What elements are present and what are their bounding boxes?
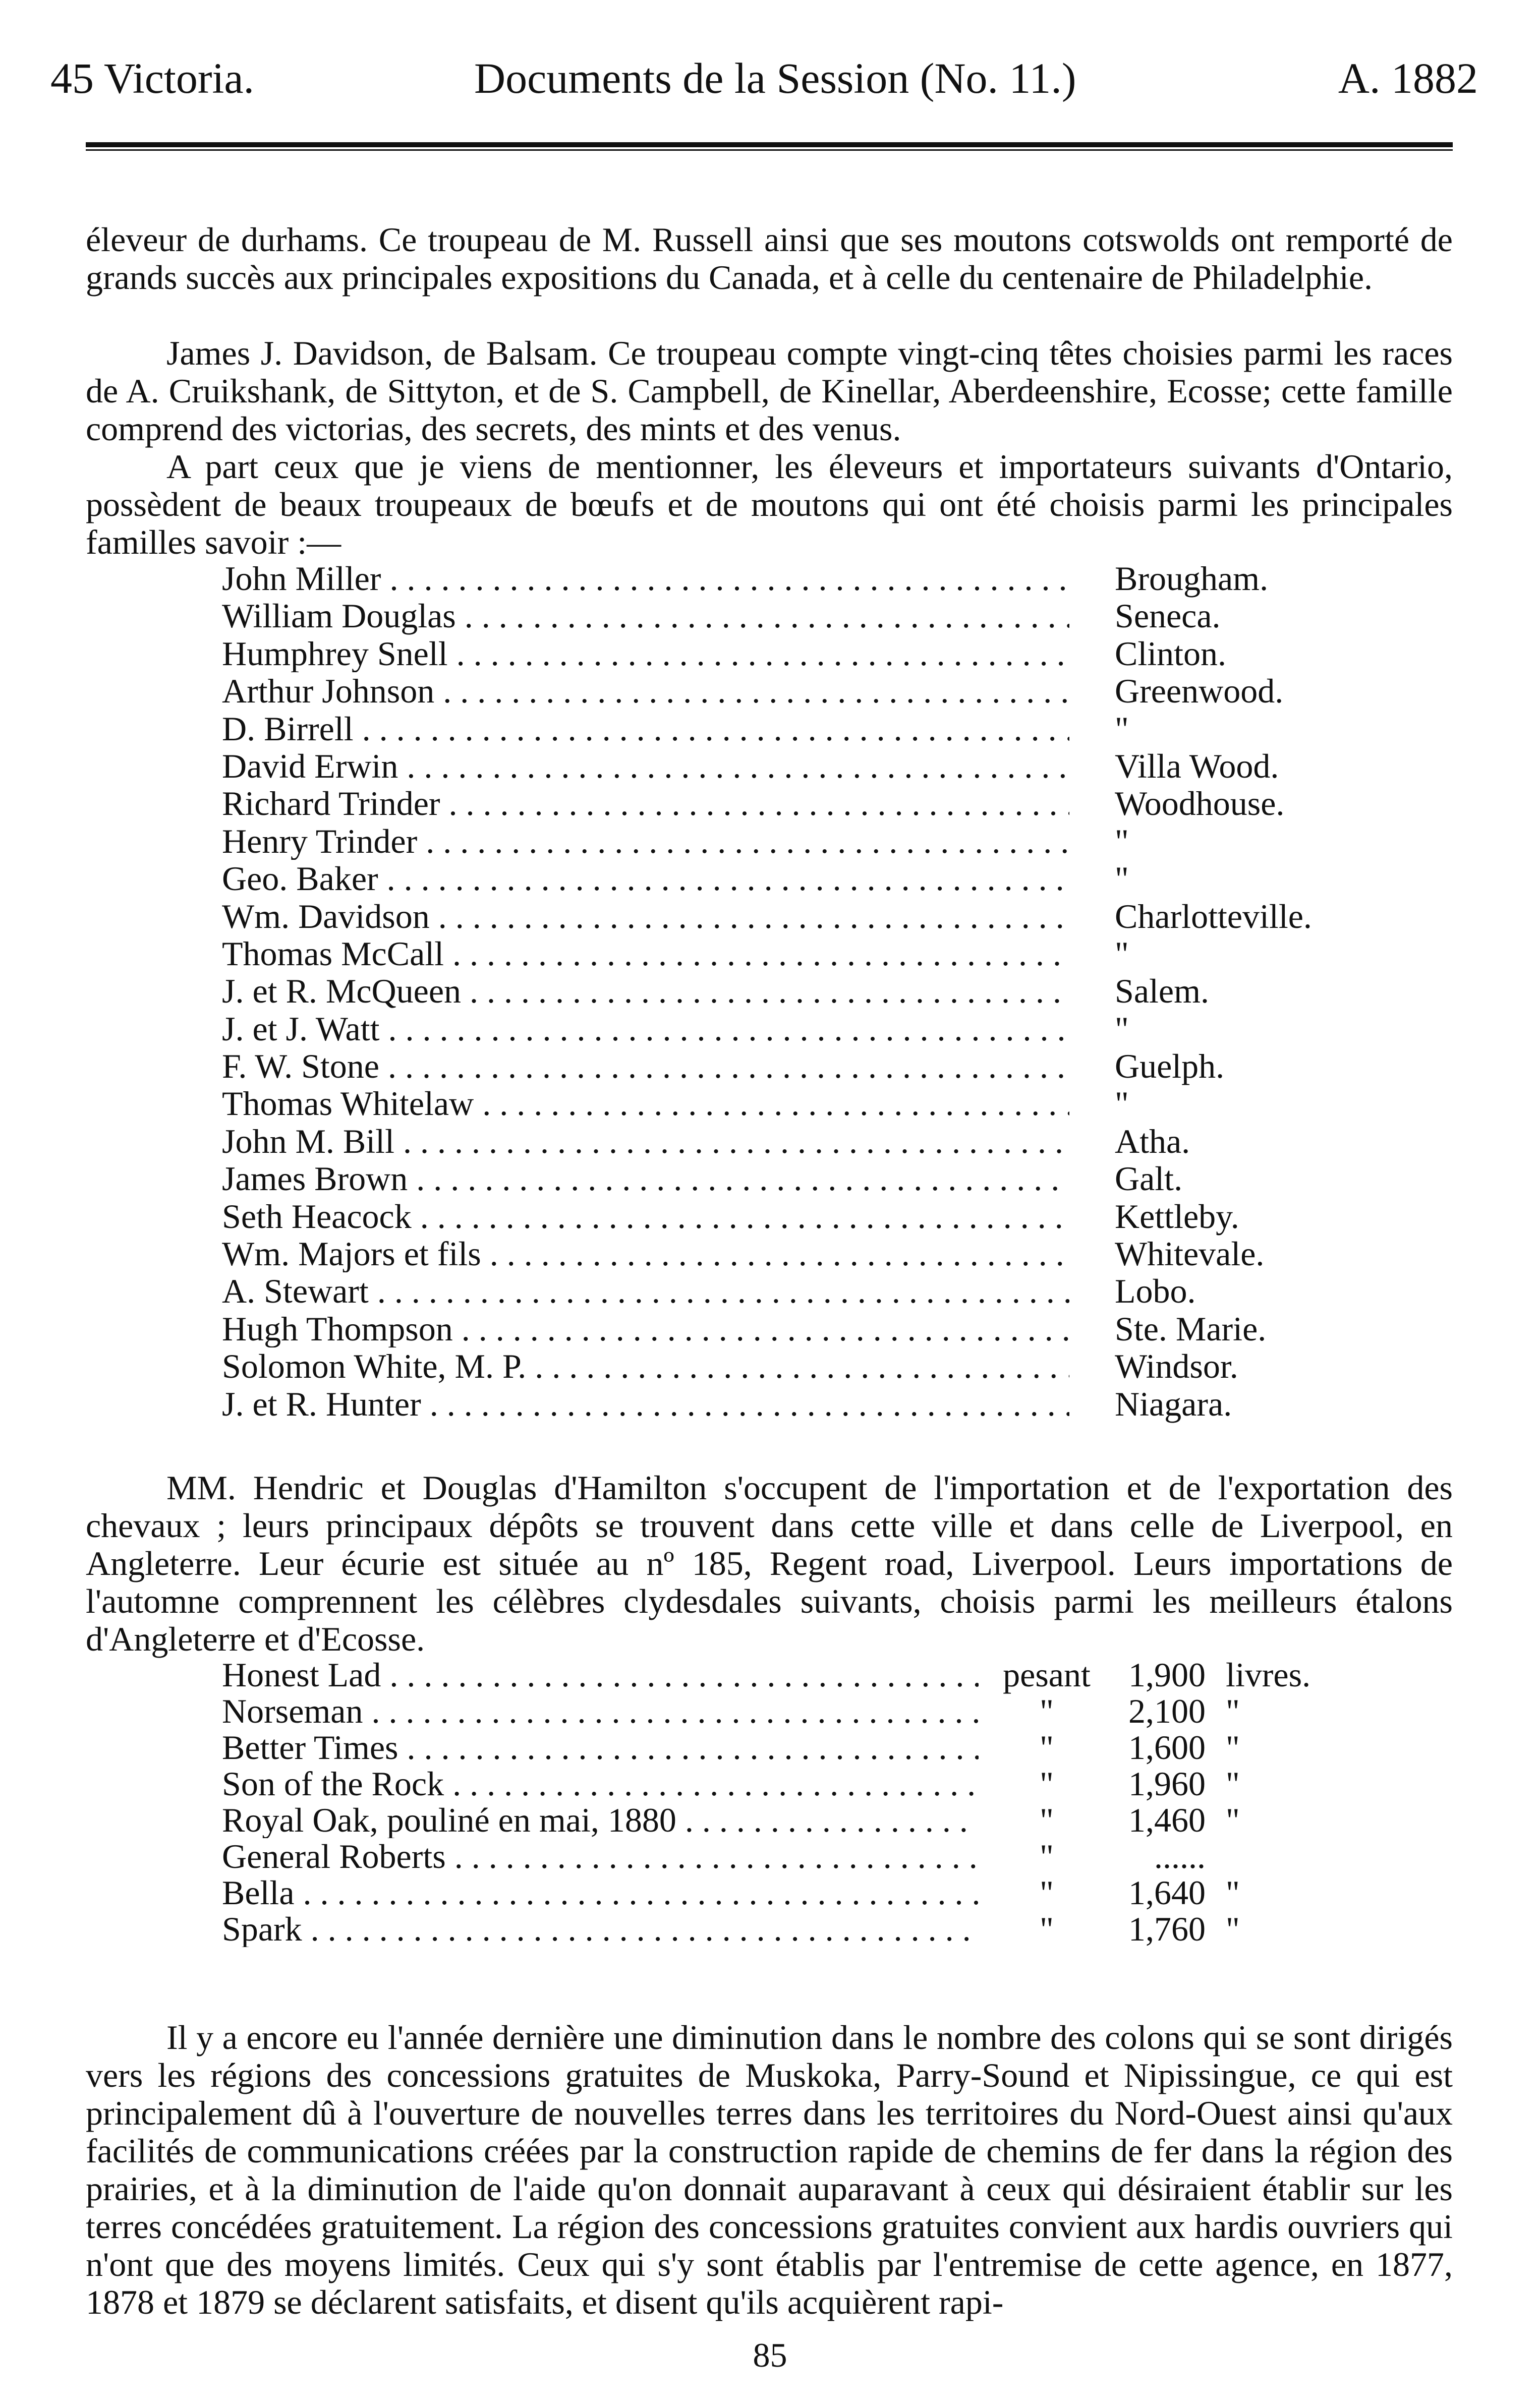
breeder-place: Lobo.: [1115, 1272, 1196, 1311]
horse-row: [222, 1802, 1382, 1838]
horse-weight: ......: [1154, 1837, 1206, 1875]
breeder-row: [222, 635, 1357, 672]
horse-name: Son of the Rock . . .: [222, 1766, 979, 1802]
horse-weighing: pesant: [1003, 1656, 1091, 1694]
breeder-place: Greenwood.: [1115, 672, 1284, 711]
paragraph-free-grants: Il y a encore eu l'année dernière une diminution dans le nombre des colons qui se sont dirigés vers les régions des concessions gratuites de Muskoka, Parry-Sound et Nipissingue, ce qui est principalement dû à l'ouverture de nouvelles terres dans les territoires du Nord-Ouest ainsi qu'aux facilités de communications créées par la construction rapide de chemins de fer dans la région des prairies, et à la diminution de l'aide qu'on donnait auparavant à ceux qui désiraient établir sur les terres concédées gratuitement. La région des concessions gratuites convient aux hardis ouvriers qui n'ont que des moyens limités. Ceux qui s'y sont établis par l'entremise de cette agence, en 1877, 1878 et 1879 se déclarent satisfaits, et disent qu'ils acquièrent rapi-: [86, 2018, 1453, 2321]
breeder-place: Brougham.: [1115, 559, 1269, 598]
horse-row: [222, 1693, 1382, 1729]
breeder-row: [222, 1385, 1357, 1423]
breeder-place: Woodhouse.: [1115, 784, 1285, 823]
breeder-place: Salem.: [1115, 972, 1209, 1011]
breeder-row: [222, 560, 1357, 597]
breeder-place: Windsor.: [1115, 1347, 1238, 1386]
breeder-row: [222, 747, 1357, 785]
horse-name: Norseman . . .: [222, 1693, 979, 1729]
horse-weighing: ": [1040, 1801, 1054, 1839]
breeder-row: [222, 1235, 1357, 1272]
horse-weight: 1,640: [1128, 1873, 1206, 1912]
breeder-row: [222, 972, 1357, 1010]
breeder-name: John M. Bill . . .: [222, 1123, 1069, 1160]
breeder-row: [222, 785, 1357, 822]
breeder-row: [222, 1160, 1357, 1197]
breeder-row: [222, 935, 1357, 972]
horse-weight-unit: ": [1226, 1692, 1240, 1730]
breeder-name: William Douglas . . .: [222, 597, 1069, 634]
breeder-place: ": [1115, 859, 1129, 898]
page-footer: [0, 2335, 1540, 2375]
breeder-name: J. et R. Hunter . . .: [222, 1385, 1069, 1423]
breeder-row: [222, 1010, 1357, 1047]
breeder-place: Niagara.: [1115, 1384, 1232, 1423]
horse-name: Royal Oak, pouliné en mai, 1880 . . .: [222, 1802, 979, 1838]
horse-weight: 2,100: [1128, 1692, 1206, 1730]
breeder-row: [222, 1310, 1357, 1347]
paragraph-breeders-intro: A part ceux que je viens de mentionner, les éleveurs et importateurs suivants d'Ontario, possèdent de beaux troupeaux de bœufs et de moutons qui ont été choisis parmi les principales familles savoir :—: [86, 447, 1453, 561]
horse-weighing: ": [1040, 1765, 1054, 1803]
breeder-name: Richard Trinder . . .: [222, 785, 1069, 822]
breeder-row: [222, 1347, 1357, 1385]
horse-row: [222, 1838, 1382, 1874]
breeder-row: [222, 823, 1357, 860]
breeder-row: [222, 597, 1357, 634]
header-rule-thin: [86, 149, 1453, 151]
breeder-name: David Erwin . . .: [222, 747, 1069, 785]
horse-name: Honest Lad . . .: [222, 1657, 979, 1693]
breeder-place: ": [1115, 934, 1129, 973]
breeder-name: Wm. Majors et fils . . .: [222, 1235, 1069, 1272]
breeder-name: Geo. Baker . . .: [222, 860, 1069, 897]
breeder-name: Seth Heacock . . .: [222, 1198, 1069, 1235]
breeder-name: Solomon White, M. P. . . .: [222, 1347, 1069, 1385]
horse-weight: 1,760: [1128, 1910, 1206, 1948]
breeder-name: A. Stewart . . .: [222, 1272, 1069, 1310]
breeder-place: Guelph.: [1115, 1047, 1225, 1086]
breeder-place: Whitevale.: [1115, 1235, 1265, 1273]
breeder-name: Arthur Johnson . . .: [222, 672, 1069, 710]
breeder-name: Thomas McCall . . .: [222, 935, 1069, 972]
header-year: A. 1882: [1338, 54, 1478, 102]
paragraph-davidson: James J. Davidson, de Balsam. Ce troupeau compte vingt-cinq têtes choisies parmi les races de A. Cruikshank, de Sittyton, et de S. Campbell, de Kinellar, Aberdeenshire, Ecosse; cette famille comprend des victorias, des secrets, des mints et des venus.: [86, 334, 1453, 448]
horse-weighing: ": [1040, 1910, 1054, 1948]
breeder-place: Seneca.: [1115, 597, 1221, 635]
breeder-place: ": [1115, 709, 1129, 748]
horse-name: Spark . . .: [222, 1911, 979, 1947]
breeder-place: Atha.: [1115, 1122, 1190, 1160]
breeder-place: ": [1115, 821, 1129, 860]
breeder-name: Wm. Davidson . . .: [222, 898, 1069, 935]
breeder-place: Clinton.: [1115, 634, 1227, 673]
breeder-row: [222, 898, 1357, 935]
horse-weight: 1,960: [1128, 1765, 1206, 1803]
horse-weight-unit: ": [1226, 1873, 1240, 1912]
horse-weight: 1,900: [1128, 1656, 1206, 1694]
page-number: 85: [753, 2336, 787, 2374]
horse-weight-unit: ": [1226, 1765, 1240, 1803]
paragraph-hendric-douglas: MM. Hendric et Douglas d'Hamilton s'occupent de l'importation et de l'exportation des chevaux ; leurs principaux dépôts se trouvent dans cette ville et dans celle de Liverpool, en Angleterre. Leur écurie est située au nº 185, Regent road, Liverpool. Leurs importations de l'automne comprennent les célèbres clydesdales suivants, choisis parmi les meilleurs étalons d'Angleterre et d'Ecosse.: [86, 1469, 1453, 1658]
horse-weighing: ": [1040, 1728, 1054, 1767]
breeder-row: [222, 860, 1357, 897]
breeder-place: Kettleby.: [1115, 1197, 1239, 1236]
breeder-name: J. et J. Watt . . .: [222, 1010, 1069, 1047]
horse-name: Bella . . .: [222, 1874, 979, 1911]
breeder-place: Ste. Marie.: [1115, 1309, 1267, 1348]
header-session: 45 Victoria.: [50, 54, 255, 102]
horse-weighing: ": [1040, 1873, 1054, 1912]
horse-weight-unit: livres.: [1226, 1656, 1311, 1694]
header-rule-thick: [86, 142, 1453, 147]
breeder-row: [222, 1123, 1357, 1160]
breeder-name: John Miller . . .: [222, 560, 1069, 597]
horse-name: Better Times . . .: [222, 1729, 979, 1766]
horse-row: [222, 1729, 1382, 1766]
breeder-name: James Brown . . .: [222, 1160, 1069, 1197]
breeder-name: Hugh Thompson . . .: [222, 1310, 1069, 1347]
breeder-row: [222, 672, 1357, 710]
breeder-place: Galt.: [1115, 1159, 1183, 1198]
breeder-name: D. Birrell . . .: [222, 710, 1069, 747]
breeder-row: [222, 1047, 1357, 1085]
breeder-place: Villa Wood.: [1115, 746, 1279, 785]
breeder-row: [222, 1198, 1357, 1235]
horse-weighing: ": [1040, 1837, 1054, 1875]
horse-weight: 1,600: [1128, 1728, 1206, 1767]
horse-name: General Roberts . . .: [222, 1838, 979, 1874]
breeder-place: Charlotteville.: [1115, 897, 1312, 935]
horse-weight-unit: ": [1226, 1910, 1240, 1948]
breeder-place: ": [1115, 1009, 1129, 1048]
breeders-list: [222, 560, 1357, 1423]
horse-row: [222, 1874, 1382, 1911]
horse-weighing: ": [1040, 1692, 1054, 1730]
breeder-name: Humphrey Snell . . .: [222, 635, 1069, 672]
horse-weight-unit: ": [1226, 1801, 1240, 1839]
horse-weight: 1,460: [1128, 1801, 1206, 1839]
horse-row: [222, 1766, 1382, 1802]
horse-weight-unit: ": [1226, 1728, 1240, 1767]
header-title: Documents de la Session (No. 11.): [474, 54, 1076, 102]
breeder-name: F. W. Stone . . .: [222, 1047, 1069, 1085]
horse-row: [222, 1657, 1382, 1693]
breeder-place: ": [1115, 1084, 1129, 1123]
horse-row: [222, 1911, 1382, 1947]
paragraph-russell: éleveur de durhams. Ce troupeau de M. Russell ainsi que ses moutons cotswolds ont remporté de grands succès aux principales expositions du Canada, et à celle du centenaire de Philadelphie.: [86, 220, 1453, 297]
clydesdales-list: [222, 1657, 1382, 1947]
breeder-name: Thomas Whitelaw . . .: [222, 1085, 1069, 1122]
page-header: [50, 48, 1478, 108]
breeder-row: [222, 710, 1357, 747]
breeder-row: [222, 1085, 1357, 1122]
breeder-name: Henry Trinder . . .: [222, 823, 1069, 860]
breeder-row: [222, 1272, 1357, 1310]
breeder-name: J. et R. McQueen . . .: [222, 972, 1069, 1010]
